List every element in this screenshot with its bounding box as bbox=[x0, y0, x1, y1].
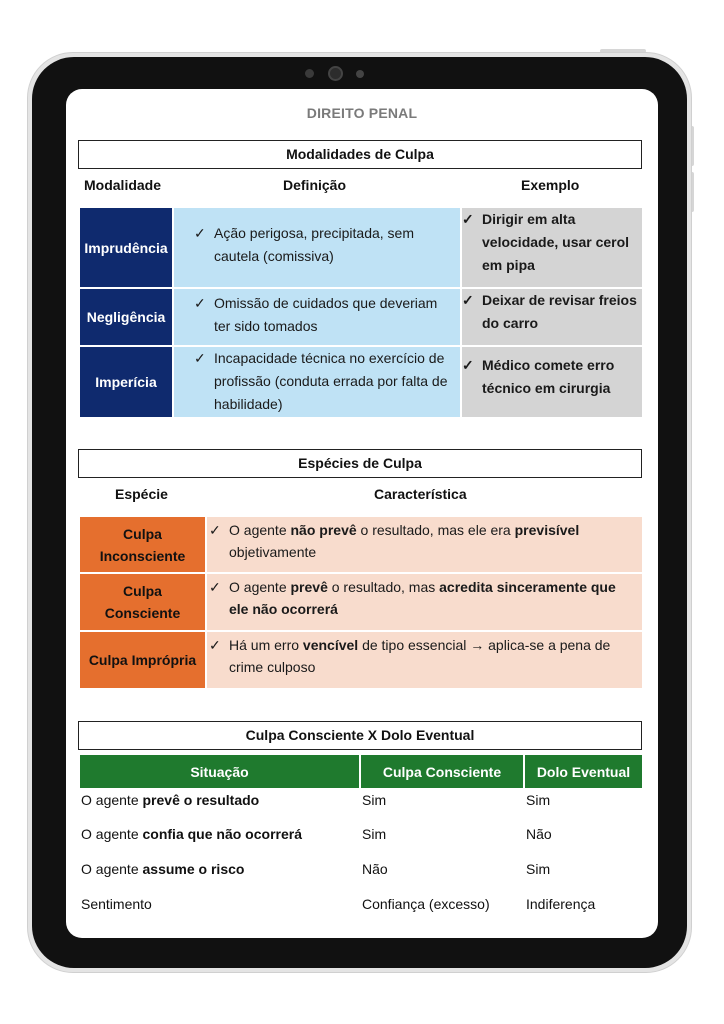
check-mark-icon: ✓ bbox=[194, 350, 206, 366]
caracteristica-cell bbox=[207, 574, 642, 630]
check-mark-icon: ✓ bbox=[462, 292, 474, 308]
culpa-value: Sim bbox=[362, 826, 387, 842]
modalidade-name: Imprudência bbox=[84, 239, 168, 256]
tablet-screen bbox=[66, 89, 658, 938]
col-header-situacao bbox=[80, 755, 359, 788]
especie-name-line1: Culpa bbox=[123, 583, 162, 599]
check-mark-icon: ✓ bbox=[462, 357, 474, 373]
culpa-value: Sim bbox=[362, 792, 387, 808]
col-header-dolo-eventual bbox=[525, 755, 642, 788]
col-header-modalidade: Modalidade bbox=[84, 177, 162, 193]
col-header-culpa-consciente bbox=[361, 755, 523, 788]
col-header-exemplo: Exemplo bbox=[521, 177, 580, 193]
caracteristica-text: O agente prevê o resultado, mas acredita sinceramente que ele não ocorrerá bbox=[229, 579, 616, 617]
exemplo-cell bbox=[462, 289, 642, 345]
definicao-cell bbox=[174, 347, 460, 417]
comparacao-title: Culpa Consciente X Dolo Eventual bbox=[78, 721, 642, 750]
definicao-cell bbox=[174, 289, 460, 345]
definicao-text: Incapacidade técnica no exercício de profissão (conduta errada por falta de habilidade) bbox=[214, 350, 448, 412]
exemplo-cell bbox=[462, 347, 642, 417]
check-mark-icon: ✓ bbox=[209, 637, 221, 653]
light-sensor-icon bbox=[356, 70, 364, 78]
modalidade-name: Negligência bbox=[86, 309, 166, 325]
situacao-text: O agente confia que não ocorrerá bbox=[81, 826, 302, 842]
especies-title: Espécies de Culpa bbox=[78, 449, 642, 478]
modalidade-cell bbox=[80, 347, 172, 417]
col-header-definicao: Definição bbox=[283, 177, 347, 193]
culpa-value: Não bbox=[362, 861, 388, 877]
check-mark-icon: ✓ bbox=[194, 225, 206, 241]
situacao-text: O agente prevê o resultado bbox=[81, 792, 260, 808]
check-mark-icon: ✓ bbox=[209, 579, 221, 595]
exemplo-cell bbox=[462, 208, 642, 287]
sensor-icon bbox=[305, 69, 314, 78]
culpa-value: Confiança (excesso) bbox=[362, 896, 490, 912]
especie-cell bbox=[80, 517, 205, 572]
check-mark-icon: ✓ bbox=[462, 211, 474, 227]
col-header-situacao-label: Situação bbox=[190, 763, 249, 780]
situacao-text: Sentimento bbox=[81, 896, 152, 912]
col-header-dolo-label: Dolo Eventual bbox=[536, 763, 631, 780]
caracteristica-text: O agente não prevê o resultado, mas ele era previsível objetivamente bbox=[229, 522, 580, 560]
check-mark-icon: ✓ bbox=[194, 295, 206, 311]
modalidade-cell bbox=[80, 289, 172, 345]
especie-cell bbox=[80, 574, 205, 630]
definicao-cell bbox=[174, 208, 460, 287]
modalidade-cell bbox=[80, 208, 172, 287]
especie-cell bbox=[80, 632, 205, 688]
col-header-caracteristica: Característica bbox=[374, 486, 467, 502]
exemplo-text: Dirigir em alta velocidade, usar cerol em pipa bbox=[482, 211, 630, 273]
exemplo-text: Médico comete erro técnico em cirurgia bbox=[482, 357, 615, 396]
caracteristica-text: Há um erro vencível de tipo essencial → aplica-se a pena de crime culposo bbox=[229, 637, 611, 675]
caracteristica-cell bbox=[207, 517, 642, 572]
col-header-especie: Espécie bbox=[115, 486, 168, 502]
dolo-value: Não bbox=[526, 826, 552, 842]
dolo-value: Sim bbox=[526, 792, 551, 808]
especie-name-line2: Inconsciente bbox=[99, 547, 186, 564]
modalidades-title: Modalidades de Culpa bbox=[78, 140, 642, 169]
dolo-value: Indiferença bbox=[526, 896, 596, 912]
caracteristica-cell bbox=[207, 632, 642, 688]
especie-name-line1: Culpa Imprópria bbox=[88, 652, 197, 668]
definicao-text: Ação perigosa, precipitada, sem cautela (comissiva) bbox=[214, 225, 414, 264]
check-mark-icon: ✓ bbox=[209, 522, 221, 538]
camera-icon bbox=[328, 66, 343, 81]
exemplo-text: Deixar de revisar freios do carro bbox=[482, 292, 637, 331]
col-header-culpa-label: Culpa Consciente bbox=[382, 763, 502, 780]
modalidade-name: Imperícia bbox=[95, 374, 157, 390]
definicao-text: Omissão de cuidados que deveriam ter sido tomados bbox=[214, 295, 438, 334]
camera-bar bbox=[300, 66, 370, 82]
document-title: DIREITO PENAL bbox=[306, 105, 418, 121]
especie-name-line1: Culpa bbox=[123, 525, 162, 542]
especie-name-line2: Consciente bbox=[104, 605, 181, 621]
situacao-text: O agente assume o risco bbox=[81, 861, 245, 877]
dolo-value: Sim bbox=[526, 861, 551, 877]
